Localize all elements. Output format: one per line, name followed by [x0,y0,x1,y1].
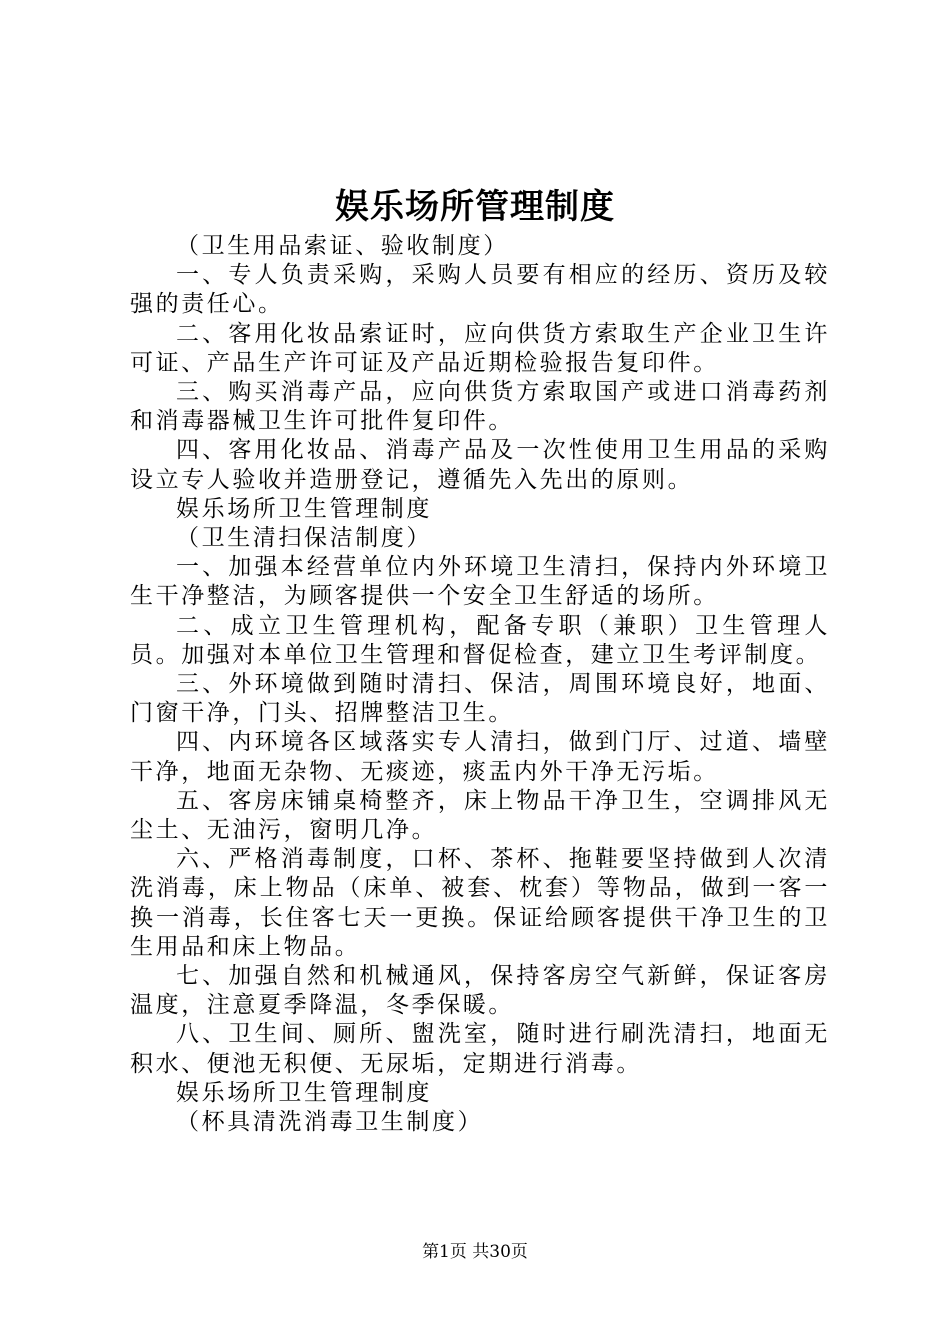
paragraph: 二、成立卫生管理机构，配备专职（兼职）卫生管理人员。加强对本单位卫生管理和督促检查，建立卫生考评制度。 [130,612,830,668]
paragraph: 八、卫生间、厕所、盥洗室，随时进行刷洗清扫，地面无积水、便池无积便、无尿垢，定期进行消毒。 [130,1021,830,1077]
page-footer: 第1页 共30页 [422,1242,528,1262]
section-subtitle: （卫生清扫保洁制度） [176,525,432,552]
paragraph: 四、客用化妆品、消毒产品及一次性使用卫生用品的采购设立专人验收并造册登记，遵循先入先出的原则。 [130,437,830,493]
document-body [130,232,830,1137]
paragraph: 六、严格消毒制度，口杯、茶杯、拖鞋要坚持做到人次清洗消毒，床上物品（床单、被套、枕套）等物品，做到一客一换一消毒，长住客七天一更换。保证给顾客提供干净卫生的卫生用品和床上物品。 [130,846,830,960]
document-title: 娱乐场所管理制度 [335,187,615,227]
paragraph: 三、外环境做到随时清扫、保洁，周围环境良好，地面、门窗干净，门头、招牌整洁卫生。 [130,671,830,727]
section-heading: 娱乐场所卫生管理制度 [176,495,432,522]
paragraph: 七、加强自然和机械通风，保持客房空气新鲜，保证客房温度，注意夏季降温，冬季保暖。 [130,963,830,1019]
paragraph: 二、客用化妆品索证时，应向供货方索取生产企业卫生许可证、产品生产许可证及产品近期检验报告复印件。 [130,320,830,376]
section-subtitle: （杯具清洗消毒卫生制度） [176,1109,484,1136]
paragraph: 一、专人负责采购，采购人员要有相应的经历、资历及较强的责任心。 [130,262,830,318]
paragraph: 四、内环境各区域落实专人清扫，做到门厅、过道、墙壁干净，地面无杂物、无痰迹，痰盂内外干净无污垢。 [130,729,830,785]
section-subtitle: （卫生用品索证、验收制度） [176,233,509,259]
section-heading: 娱乐场所卫生管理制度 [176,1079,432,1106]
paragraph: 三、购买消毒产品，应向供货方索取国产或进口消毒药剂和消毒器械卫生许可批件复印件。 [130,379,830,435]
paragraph: 一、加强本经营单位内外环境卫生清扫，保持内外环境卫生干净整洁，为顾客提供一个安全卫生舒适的场所。 [130,554,830,610]
paragraph: 五、客房床铺桌椅整齐，床上物品干净卫生，空调排风无尘土、无油污，窗明几净。 [130,787,830,844]
